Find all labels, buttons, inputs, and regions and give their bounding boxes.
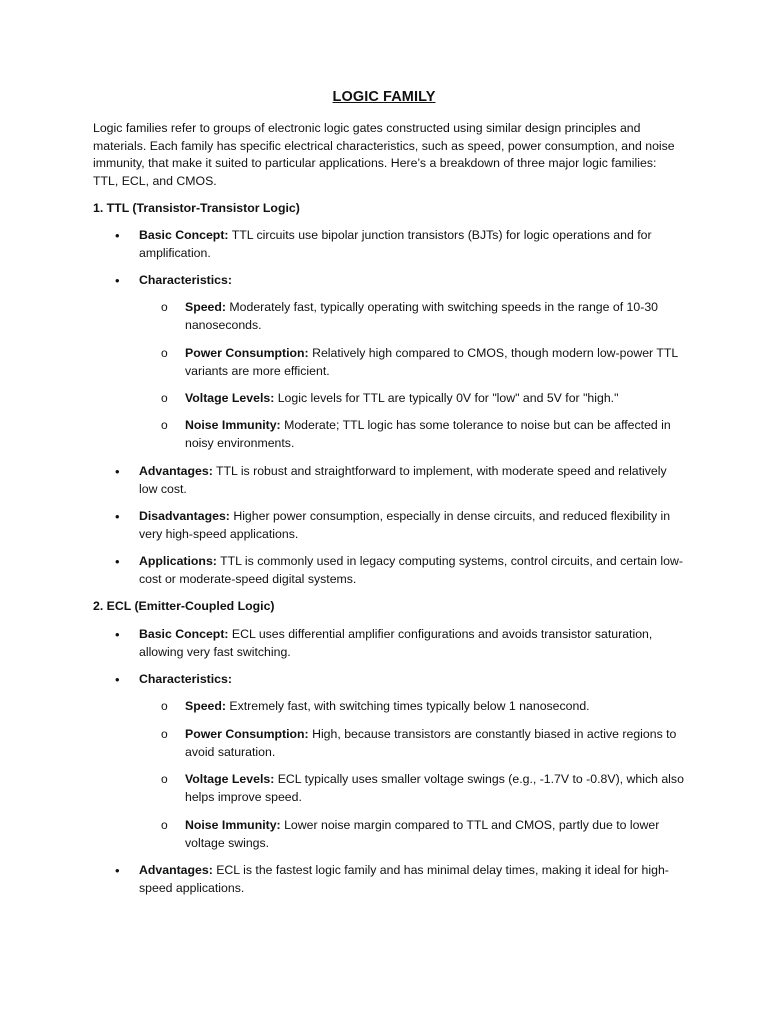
list-item-ttl-speed — [185, 299, 685, 334]
list-item-ttl-applications — [139, 553, 684, 588]
item-text: ECL is the fastest logic family and has minimal delay times, making it ideal for high-speed applications. — [139, 863, 669, 895]
list-item-ecl-power — [185, 726, 685, 761]
list-item-ecl-voltage — [185, 771, 685, 806]
list-item-ttl-disadvantages — [139, 508, 684, 543]
sub-bullet-glyph: o — [161, 818, 168, 832]
section-heading-ecl: 2. ECL (Emitter-Coupled Logic) — [93, 599, 275, 613]
bullet-glyph: • — [115, 863, 120, 878]
list-item-ttl-characteristics — [139, 272, 684, 290]
item-text: TTL circuits use bipolar junction transistors (BJTs) for logic operations and for amplification. — [139, 228, 652, 260]
document-title: LOGIC FAMILY — [332, 89, 436, 105]
item-text: Moderately fast, typically operating with switching speeds in the range of 10-30 nanoseconds. — [185, 300, 658, 332]
item-text: ECL uses differential amplifier configurations and avoids transistor saturation, allowing very fast switching. — [139, 627, 653, 659]
list-item-ecl-speed — [185, 698, 685, 716]
bullet-glyph: • — [115, 554, 120, 569]
item-term: Noise Immunity: — [185, 418, 281, 432]
item-text: TTL is robust and straightforward to implement, with moderate speed and relatively low cost. — [139, 464, 667, 496]
item-term: Voltage Levels: — [185, 391, 275, 405]
item-term: Voltage Levels: — [185, 772, 275, 786]
list-item-ttl-voltage — [185, 390, 685, 408]
bullet-glyph: • — [115, 228, 120, 243]
sub-bullet-glyph: o — [161, 699, 168, 713]
sub-bullet-glyph: o — [161, 391, 168, 405]
sub-bullet-glyph: o — [161, 418, 168, 432]
list-item-ecl-noise — [185, 817, 685, 852]
item-term: Speed: — [185, 300, 226, 314]
bullet-glyph: • — [115, 627, 120, 642]
item-term: Power Consumption: — [185, 727, 309, 741]
intro-paragraph: Logic families refer to groups of electronic logic gates constructed using similar design principles and materials. Each family has specific electrical characteristics, such as speed, power consumption, and noise immunity, that make it suited to particular applications. Here’s a breakdown of three major logic families: TTL, ECL, and CMOS. — [93, 121, 675, 188]
item-text: High, because transistors are constantly biased in active regions to avoid saturation. — [185, 727, 677, 759]
item-text: Lower noise margin compared to TTL and CMOS, partly due to lower voltage swings. — [185, 818, 660, 850]
sub-bullet-glyph: o — [161, 300, 168, 314]
list-item-ttl-basic-concept — [139, 227, 684, 262]
list-item-ttl-power — [185, 345, 685, 380]
item-term: Applications: — [139, 554, 217, 568]
bullet-glyph: • — [115, 672, 120, 687]
item-text: Logic levels for TTL are typically 0V for "low" and 5V for "high." — [274, 391, 619, 405]
item-text: Relatively high compared to CMOS, though modern low-power TTL variants are more efficient. — [185, 346, 678, 378]
sub-bullet-glyph: o — [161, 727, 168, 741]
sub-bullet-glyph: o — [161, 772, 168, 786]
sub-bullet-glyph: o — [161, 346, 168, 360]
item-text: Moderate; TTL logic has some tolerance to noise but can be affected in noisy environments. — [185, 418, 671, 450]
item-text: Higher power consumption, especially in dense circuits, and reduced flexibility in very high-speed applications. — [139, 509, 671, 541]
item-term: Advantages: — [139, 464, 213, 478]
list-item-ecl-advantages — [139, 862, 684, 897]
list-item-ttl-advantages — [139, 463, 684, 498]
list-item-ecl-basic-concept — [139, 626, 684, 661]
item-term: Basic Concept: — [139, 627, 229, 641]
bullet-glyph: • — [115, 509, 120, 524]
item-term: Power Consumption: — [185, 346, 309, 360]
bullet-glyph: • — [115, 464, 120, 479]
bullet-glyph: • — [115, 273, 120, 288]
list-item-ttl-noise — [185, 417, 685, 452]
item-text: Extremely fast, with switching times typically below 1 nanosecond. — [226, 699, 590, 713]
item-term: Noise Immunity: — [185, 818, 281, 832]
item-term: Advantages: — [139, 863, 213, 877]
item-term: Basic Concept: — [139, 228, 229, 242]
item-term: Characteristics: — [139, 672, 232, 686]
item-text: ECL typically uses smaller voltage swings (e.g., -1.7V to -0.8V), which also helps improve speed. — [185, 772, 684, 804]
item-term: Speed: — [185, 699, 226, 713]
item-text: TTL is commonly used in legacy computing systems, control circuits, and certain low-cost or moderate-speed digital systems. — [139, 554, 683, 586]
item-term: Disadvantages: — [139, 509, 230, 523]
list-item-ecl-characteristics — [139, 671, 684, 689]
item-term: Characteristics: — [139, 273, 232, 287]
section-heading-ttl: 1. TTL (Transistor-Transistor Logic) — [93, 201, 300, 215]
